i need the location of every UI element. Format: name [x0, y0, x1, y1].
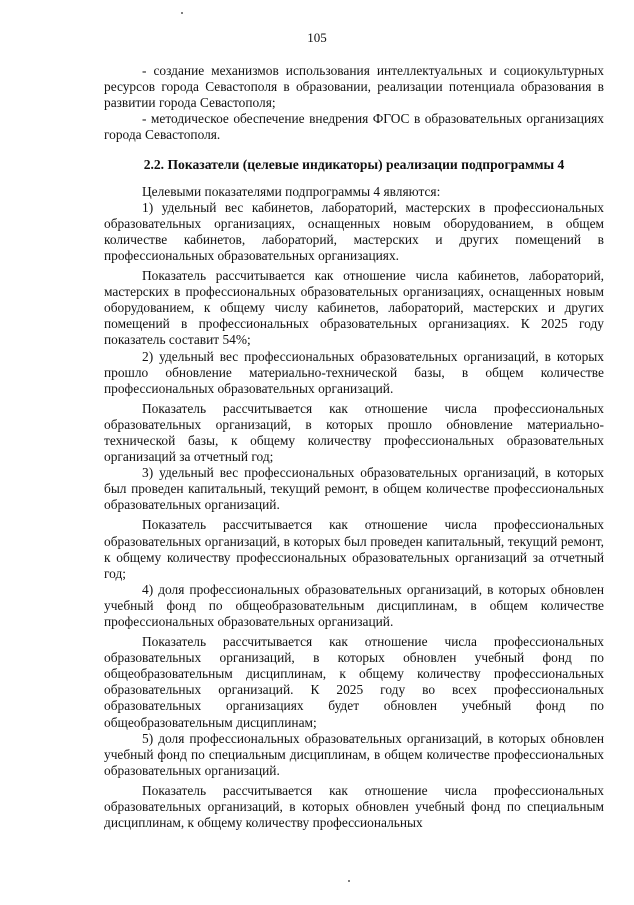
section-heading: 2.2. Показатели (целевые индикаторы) реализации подпрограммы 4 — [143, 157, 565, 173]
list-item: 4) доля профессиональных образовательных организаций, в которых обновлен учебный фонд по общеобразовательным дисциплинам, в общем количестве профессиональных образовательных организаций. — [104, 581, 604, 629]
list-item: - методическое обеспечение внедрения ФГОС в образовательных организациях города Севастополя. — [104, 111, 604, 143]
paragraph: Показатель рассчитывается как отношение числа профессиональных образовательных организаций, в которых был проведен капитальный, текущий ремонт, к общему количеству профессиональных образовательных организаций за отчетный год; — [104, 517, 604, 581]
paragraph: Показатель рассчитывается как отношение числа кабинетов, лабораторий, мастерских в профессиональных образовательных организациях, оснащенных новым оборудованием, к общему числу кабинетов, лабораторий, мастерских и других помещений в профессиональных образовательных организациях. К 2025 году показатель составит 54%; — [104, 268, 604, 348]
list-item: 3) удельный вес профессиональных образовательных организаций, в которых был проведен капитальный, текущий ремонт, в общем количестве профессиональных образовательных организаций. — [104, 465, 604, 513]
list-item: 2) удельный вес профессиональных образовательных организаций, в которых прошло обновление материально-технической базы, в общем количестве профессиональных образовательных организаций. — [104, 348, 604, 396]
list-item: - создание механизмов использования интеллектуальных и социокультурных ресурсов города Севастополя в образовании, реализации потенциала образования в развитии города Севастополя; — [104, 63, 604, 111]
paragraph: Показатель рассчитывается как отношение числа профессиональных образовательных организаций, в которых обновлен учебный фонд по специальным дисциплинам, к общему количеству профессиональных — [104, 782, 604, 831]
document-body — [104, 63, 604, 831]
paragraph: Показатель рассчитывается как отношение числа профессиональных образовательных организаций, в которых обновлен учебный фонд по общеобразовательным дисциплинам, к общему количеству профессиональных образовательных организаций. К 2025 году во всех профессиональных образовательных организациях будет обновлен учебный фонд по общеобразовательным дисциплинам; — [104, 634, 604, 730]
scan-speck — [181, 12, 183, 14]
page-number: 105 — [307, 30, 327, 45]
scan-speck — [348, 880, 350, 882]
paragraph: Показатель рассчитывается как отношение числа профессиональных образовательных организаций, в которых прошло обновление материально-технической базы, к общему количеству профессиональных образовательных организаций за отчетный год; — [104, 400, 604, 465]
paragraph: Целевыми показателями подпрограммы 4 являются: — [142, 183, 441, 199]
list-item: 5) доля профессиональных образовательных организаций, в которых обновлен учебный фонд по специальным дисциплинам, в общем количестве профессиональных образовательных организаций. — [104, 730, 604, 778]
list-item: 1) удельный вес кабинетов, лабораторий, мастерских в профессиональных образовательных организациях, оснащенных новым оборудованием, в общем количестве кабинетов, лабораторий, мастерских и других помещений в профессиональных образовательных организациях. — [104, 199, 604, 263]
